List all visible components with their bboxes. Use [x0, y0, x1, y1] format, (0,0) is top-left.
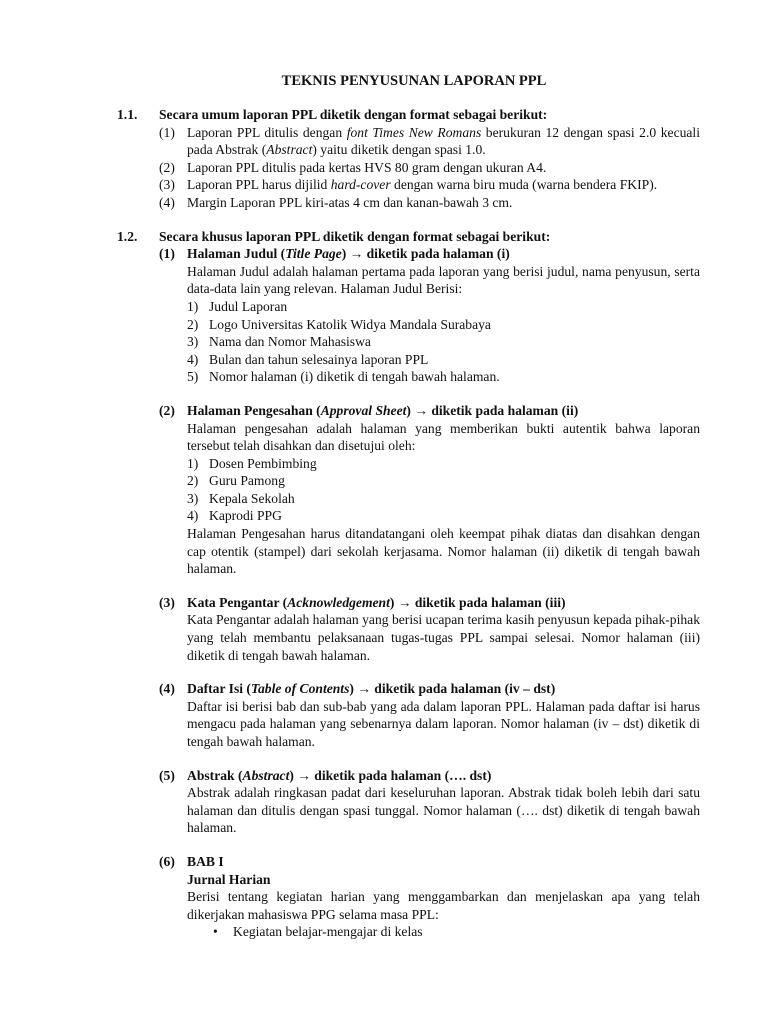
section-1-1 [117, 106, 700, 212]
item-description: Halaman Judul adalah halaman pertama pada laporan yang berisi judul, nama penyusun, serta data-data lain yang relevan. Halaman Judul Berisi: [187, 263, 700, 297]
sub-number: 4) [187, 351, 199, 367]
bullet-item [187, 923, 700, 941]
item-number: (4) [159, 681, 175, 697]
sub-text: Nama dan Nomor Mahasiswa [209, 334, 371, 350]
list-item [159, 194, 700, 212]
bullet-icon: • [213, 924, 218, 940]
document-title: TEKNIS PENYUSUNAN LAPORAN PPL [281, 73, 547, 89]
item-subheading: Jurnal Harian [187, 871, 271, 887]
document-body [117, 106, 700, 941]
item-number: (2) [159, 402, 175, 418]
heading-text: Kata Pengantar ( [187, 594, 288, 610]
heading-italic: Acknowledgement [287, 594, 390, 610]
format-item-approval-sheet [159, 402, 700, 578]
item-text: Laporan PPL ditulis dengan [187, 124, 347, 140]
sub-number: 1) [187, 455, 199, 471]
item-text-italic: Abstract [266, 142, 313, 158]
item-number: (2) [159, 159, 175, 175]
section-1-2 [117, 228, 700, 941]
item-text: Margin Laporan PPL kiri-atas 4 cm dan kanan-bawah 3 cm. [187, 194, 513, 210]
item-number: (4) [159, 194, 175, 210]
item-text: dengan warna biru muda (warna bendera FKIP). [390, 177, 658, 193]
item-text: Laporan PPL ditulis pada kertas HVS 80 gram dengan ukuran A4. [187, 159, 547, 175]
item-heading: BAB I [187, 853, 224, 869]
heading-italic: Title Page [285, 246, 342, 262]
bullet-text: Kegiatan belajar-mengajar di kelas [233, 924, 423, 940]
format-item-table-of-contents [159, 680, 700, 750]
item-description: Daftar isi berisi bab dan sub-bab yang ada dalam laporan PPL. Halaman pada daftar isi harus mengacu pada halaman yang sebenarnya dalam laporan. Nomor halaman (iv – dst) diketik di tengah bawah halaman. [187, 698, 700, 749]
item-description: Halaman pengesahan adalah halaman yang memberikan bukti autentik bahwa laporan tersebut telah disahkan dan disetujui oleh: [187, 420, 700, 454]
sub-text: Nomor halaman (i) diketik di tengah bawah halaman. [209, 369, 500, 385]
item-description: Abstrak adalah ringkasan padat dari keseluruhan laporan. Abstrak tidak boleh lebih dari satu halaman dan ditulis dengan spasi tunggal. Nomor halaman (…. dst) diketik di tengah bawah halaman. [187, 785, 700, 836]
sub-list-item [187, 490, 700, 508]
list-item [159, 176, 700, 194]
sub-number: 4) [187, 508, 199, 524]
sub-text: Guru Pamong [209, 473, 285, 489]
list-item [159, 159, 700, 177]
item-note: Halaman Pengesahan harus ditandatangani oleh keempat pihak diatas dan disahkan dengan cap otentik (stampel) dari sekolah kerjasama. Nomor halaman (ii) diketik di tengah bawah halaman. [187, 526, 700, 577]
item-number: (3) [159, 594, 175, 610]
item-text: ) yaitu diketik dengan spasi 1.0. [312, 142, 486, 158]
sub-list-item [187, 368, 700, 386]
item-heading [187, 402, 700, 420]
sub-text: Kaprodi PPG [209, 508, 282, 524]
sub-number: 3) [187, 334, 199, 350]
sub-number: 3) [187, 490, 199, 506]
item-text-italic: hard-cover [330, 177, 391, 193]
heading-text: Halaman Pengesahan ( [187, 402, 321, 418]
item-number: (5) [159, 767, 175, 783]
section-number: 1.1. [117, 107, 138, 122]
list-item [159, 124, 700, 159]
item-heading [187, 594, 700, 612]
section-heading: Secara umum laporan PPL diketik dengan format sebagai berikut: [159, 107, 548, 122]
heading-text: ) → diketik pada halaman (iii) [389, 594, 566, 610]
sub-text: Judul Laporan [209, 298, 288, 314]
item-number: (6) [159, 853, 175, 869]
item-description: Kata Pengantar adalah halaman yang berisi ucapan terima kasih penyusun kepada pihak-pihak yang telah membantu pelaksanaan tugas-tugas PPL sampai selesai. Nomor halaman (iii) diketik di tengah bawah halaman. [187, 612, 700, 663]
heading-italic: Approval Sheet [320, 402, 407, 418]
item-text: Laporan PPL harus dijilid [187, 177, 331, 193]
item-heading [187, 245, 700, 263]
sub-list-item [187, 351, 700, 369]
format-item-abstract [159, 767, 700, 837]
sub-list-item [187, 455, 700, 473]
item-description: Berisi tentang kegiatan harian yang menggambarkan dan menjelaskan apa yang telah dikerjakan mahasiswa PPG selama masa PPL: [187, 889, 700, 922]
heading-italic: Abstract [242, 767, 290, 783]
sub-text: Bulan dan tahun selesainya laporan PPL [209, 351, 429, 367]
sub-list-item [187, 333, 700, 351]
sub-text: Kepala Sekolah [209, 490, 295, 506]
sub-list-item [187, 298, 700, 316]
sub-number: 1) [187, 298, 199, 314]
heading-text: Abstrak ( [187, 767, 243, 783]
item-number: (1) [159, 124, 175, 140]
sub-text: Dosen Pembimbing [209, 455, 317, 471]
item-number: (3) [159, 177, 175, 193]
heading-text: Daftar Isi ( [187, 681, 251, 697]
format-item-title-page [159, 245, 700, 386]
item-text: berukuran 12 dengan spasi 2.0 kecuali pada Abstrak ( [187, 124, 700, 158]
section-heading: Secara khusus laporan PPL diketik dengan format sebagai berikut: [159, 228, 551, 244]
item-heading [187, 680, 700, 698]
heading-text: ) → diketik pada halaman (ii) [406, 402, 579, 418]
sub-number: 2) [187, 316, 199, 332]
heading-text: ) → diketik pada halaman (i) [341, 246, 510, 262]
sub-list-item [187, 316, 700, 334]
sub-number: 2) [187, 473, 199, 489]
item-heading [187, 767, 700, 785]
item-text-italic: font Times New Romans [346, 124, 482, 140]
section-number: 1.2. [117, 228, 138, 244]
heading-text: ) → diketik pada halaman (iv – dst) [349, 681, 556, 697]
sub-list-item [187, 472, 700, 490]
item-number: (1) [159, 246, 175, 262]
heading-text: ) → diketik pada halaman (…. dst) [289, 767, 492, 783]
format-item-acknowledgement [159, 594, 700, 664]
heading-italic: Table of Contents [250, 681, 350, 697]
format-item-bab-1 [159, 853, 700, 941]
sub-list-item [187, 507, 700, 525]
sub-text: Logo Universitas Katolik Widya Mandala Surabaya [209, 316, 491, 332]
sub-number: 5) [187, 369, 199, 385]
heading-text: Halaman Judul ( [187, 246, 286, 262]
